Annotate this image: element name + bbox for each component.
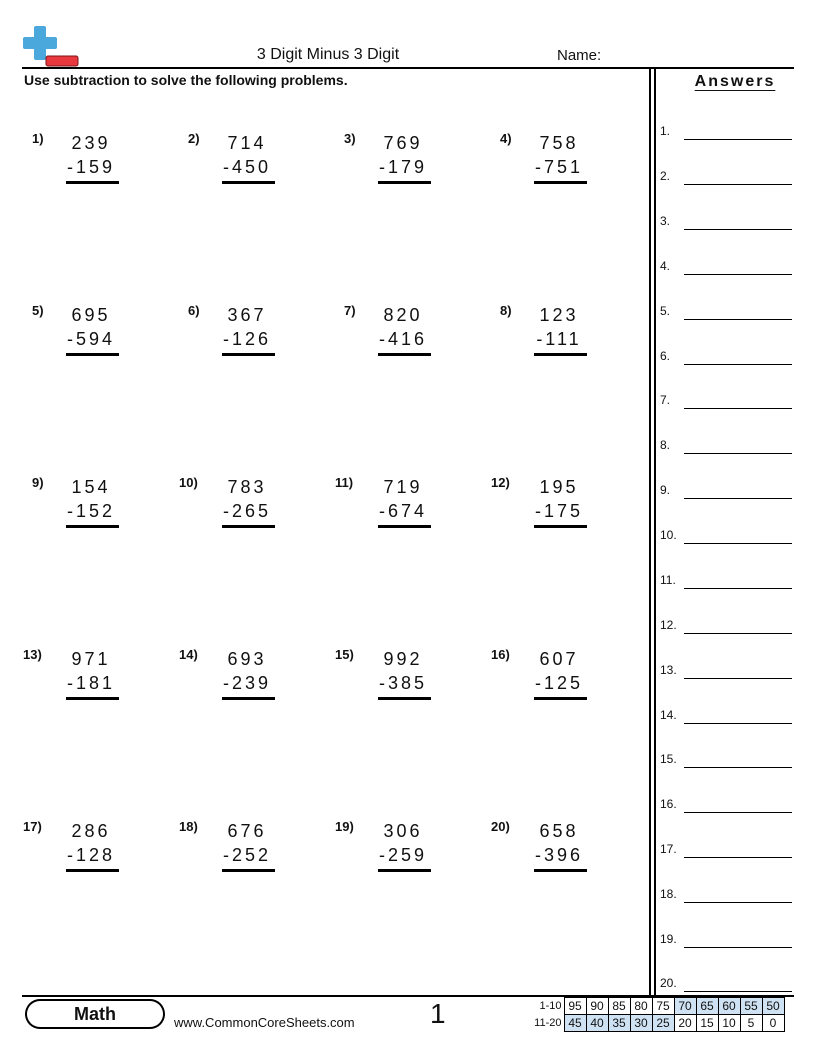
- score-cell: 60: [718, 998, 740, 1015]
- score-cell: 85: [608, 998, 630, 1015]
- minuend: 714: [227, 133, 267, 153]
- subtrahend: -179: [378, 157, 428, 177]
- answer-number: 10.: [660, 528, 677, 542]
- problem-number: 4): [500, 131, 512, 146]
- problem-number: 20): [491, 819, 510, 834]
- answer-number: 13.: [660, 663, 677, 677]
- problem: [32, 303, 152, 363]
- subtrahend: -450: [222, 157, 272, 177]
- answers-title: Answers: [694, 73, 776, 90]
- problem: [32, 475, 152, 535]
- minuend: 286: [71, 821, 111, 841]
- answer-number: 8.: [660, 438, 671, 452]
- answer-line: [684, 588, 792, 589]
- minuend: 239: [71, 133, 111, 153]
- answer-blank[interactable]: [660, 210, 792, 230]
- answer-number: 12.: [660, 618, 677, 632]
- answer-number: 4.: [660, 259, 671, 273]
- score-cell: 65: [696, 998, 718, 1015]
- subject-badge: [25, 999, 165, 1029]
- answer-line: [684, 319, 792, 320]
- problem: [335, 819, 455, 879]
- minuend: 658: [539, 821, 579, 841]
- problem: [500, 131, 620, 191]
- answer-blank[interactable]: [660, 838, 792, 858]
- answer-underline: [222, 353, 275, 356]
- answer-line: [684, 139, 792, 140]
- subtrahend: -751: [534, 157, 584, 177]
- answer-blank[interactable]: [660, 300, 792, 320]
- minuend: 195: [539, 477, 579, 497]
- problem-number: 3): [344, 131, 356, 146]
- answer-underline: [534, 869, 587, 872]
- problem: [179, 647, 299, 707]
- score-cell: 55: [740, 998, 762, 1015]
- divider-left: [649, 67, 651, 996]
- minuend: 719: [383, 477, 423, 497]
- answer-number: 14.: [660, 708, 677, 722]
- subtrahend: -674: [378, 501, 428, 521]
- answer-line: [684, 274, 792, 275]
- name-label: Name:: [557, 47, 602, 64]
- answer-line: [684, 902, 792, 903]
- problem-number: 12): [491, 475, 510, 490]
- answer-underline: [222, 181, 275, 184]
- problem: [344, 131, 464, 191]
- answer-line: [684, 453, 792, 454]
- score-cell: 90: [586, 998, 608, 1015]
- problem: [188, 131, 308, 191]
- score-cell: 0: [762, 1015, 784, 1032]
- minuend: 676: [227, 821, 267, 841]
- answer-blank[interactable]: [660, 345, 792, 365]
- score-cell: 45: [564, 1015, 586, 1032]
- site-url: www.CommonCoreSheets.com: [174, 1015, 355, 1030]
- minuend: 693: [227, 649, 267, 669]
- score-cell: 95: [564, 998, 586, 1015]
- answer-blank[interactable]: [660, 389, 792, 409]
- problem-number: 16): [491, 647, 510, 662]
- minuend: 695: [71, 305, 111, 325]
- subtrahend: -265: [222, 501, 272, 521]
- answer-blank[interactable]: [660, 524, 792, 544]
- problem-number: 15): [335, 647, 354, 662]
- answer-number: 7.: [660, 393, 671, 407]
- page-number: 1: [430, 998, 446, 1029]
- score-cell: 70: [674, 998, 696, 1015]
- subtrahend: -126: [222, 329, 272, 349]
- problem-number: 17): [23, 819, 42, 834]
- answer-blank[interactable]: [660, 883, 792, 903]
- subtrahend: -175: [534, 501, 584, 521]
- problem-number: 18): [179, 819, 198, 834]
- subtrahend: -239: [222, 673, 272, 693]
- minuend: 367: [227, 305, 267, 325]
- score-cell: 15: [696, 1015, 718, 1032]
- answer-blank[interactable]: [660, 748, 792, 768]
- answer-number: 18.: [660, 887, 677, 901]
- subtrahend: -159: [66, 157, 116, 177]
- worksheet-title: 3 Digit Minus 3 Digit: [256, 46, 400, 63]
- score-cell: 50: [762, 998, 784, 1015]
- minuend: 783: [227, 477, 267, 497]
- score-cell: 30: [630, 1015, 652, 1032]
- problem-number: 7): [344, 303, 356, 318]
- subtrahend: -259: [378, 845, 428, 865]
- answer-line: [684, 543, 792, 544]
- subtrahend: -594: [66, 329, 116, 349]
- answer-line: [684, 857, 792, 858]
- problem: [491, 819, 611, 879]
- answer-number: 5.: [660, 304, 671, 318]
- answer-blank[interactable]: [660, 165, 792, 185]
- answer-underline: [222, 869, 275, 872]
- answer-number: 1.: [660, 124, 671, 138]
- subtrahend: -111: [536, 329, 582, 349]
- answer-underline: [66, 353, 119, 356]
- answer-underline: [378, 525, 431, 528]
- answer-number: 9.: [660, 483, 671, 497]
- problem-number: 5): [32, 303, 44, 318]
- answer-underline: [66, 181, 119, 184]
- minuend: 123: [539, 305, 579, 325]
- divider-right: [654, 67, 656, 996]
- problem-number: 13): [23, 647, 42, 662]
- minuend: 758: [539, 133, 579, 153]
- answer-line: [684, 767, 792, 768]
- answer-line: [684, 184, 792, 185]
- answer-line: [684, 364, 792, 365]
- answer-blank[interactable]: [660, 569, 792, 589]
- problem: [491, 475, 611, 535]
- answer-blank[interactable]: [660, 434, 792, 454]
- score-cell: 25: [652, 1015, 674, 1032]
- answer-blank[interactable]: [660, 479, 792, 499]
- answer-line: [684, 991, 792, 992]
- score-range-label: 11-20: [534, 1017, 562, 1029]
- answer-underline: [534, 697, 587, 700]
- problem-number: 6): [188, 303, 200, 318]
- answer-line: [684, 498, 792, 499]
- problem-number: 19): [335, 819, 354, 834]
- subtrahend: -416: [378, 329, 428, 349]
- header-rule: [22, 67, 794, 69]
- answer-line: [684, 947, 792, 948]
- answer-underline: [534, 525, 587, 528]
- answer-number: 19.: [660, 932, 677, 946]
- score-cell: 10: [718, 1015, 740, 1032]
- minuend: 154: [71, 477, 111, 497]
- problem: [179, 475, 299, 535]
- answer-number: 3.: [660, 214, 671, 228]
- answer-line: [684, 678, 792, 679]
- score-cell: 20: [674, 1015, 696, 1032]
- score-table: [528, 997, 785, 1032]
- answer-underline: [378, 353, 431, 356]
- answer-blank[interactable]: [660, 120, 792, 140]
- answer-blank[interactable]: [660, 793, 792, 813]
- answer-underline: [66, 697, 119, 700]
- minuend: 971: [71, 649, 111, 669]
- instructions: Use subtraction to solve the following problems.: [24, 72, 348, 88]
- problem-number: 8): [500, 303, 512, 318]
- score-cell: 5: [740, 1015, 762, 1032]
- answer-underline: [534, 353, 587, 356]
- problem: [32, 131, 152, 191]
- answer-underline: [222, 697, 275, 700]
- answer-underline: [222, 525, 275, 528]
- problem-number: 2): [188, 131, 200, 146]
- answer-number: 6.: [660, 349, 671, 363]
- problem: [23, 647, 143, 707]
- answer-number: 17.: [660, 842, 677, 856]
- answer-line: [684, 812, 792, 813]
- problem: [179, 819, 299, 879]
- answer-number: 16.: [660, 797, 677, 811]
- answer-underline: [378, 869, 431, 872]
- problem: [344, 303, 464, 363]
- subtrahend: -252: [222, 845, 272, 865]
- score-row: [528, 1015, 784, 1032]
- subtrahend: -396: [534, 845, 584, 865]
- subject-label: Math: [27, 1001, 163, 1027]
- minuend: 607: [539, 649, 579, 669]
- answer-number: 15.: [660, 752, 677, 766]
- answer-blank[interactable]: [660, 255, 792, 275]
- answer-line: [684, 633, 792, 634]
- problem-number: 11): [335, 475, 354, 490]
- subtrahend: -152: [66, 501, 116, 521]
- problem: [335, 647, 455, 707]
- answer-underline: [66, 869, 119, 872]
- problem: [188, 303, 308, 363]
- problem-number: 14): [179, 647, 198, 662]
- problem: [491, 647, 611, 707]
- minuend: 820: [383, 305, 423, 325]
- problem-number: 10): [179, 475, 198, 490]
- problem: [23, 819, 143, 879]
- problem-number: 1): [32, 131, 44, 146]
- answer-line: [684, 229, 792, 230]
- score-range-label: 1-10: [539, 1000, 562, 1012]
- answer-blank[interactable]: [660, 614, 792, 634]
- problem-number: 9): [32, 475, 44, 490]
- answer-underline: [378, 181, 431, 184]
- answer-number: 2.: [660, 169, 671, 183]
- subtrahend: -128: [66, 845, 116, 865]
- answer-underline: [378, 697, 431, 700]
- answer-number: 11.: [660, 573, 676, 587]
- answer-line: [684, 723, 792, 724]
- problem: [335, 475, 455, 535]
- score-cell: 75: [652, 998, 674, 1015]
- answer-blank[interactable]: [660, 928, 792, 948]
- problem: [500, 303, 620, 363]
- subtrahend: -125: [534, 673, 584, 693]
- answer-blank[interactable]: [660, 659, 792, 679]
- score-cell: 35: [608, 1015, 630, 1032]
- score-row: [528, 998, 784, 1015]
- minuend: 992: [383, 649, 423, 669]
- answer-number: 20.: [660, 976, 677, 990]
- answer-underline: [66, 525, 119, 528]
- answer-line: [684, 408, 792, 409]
- answer-blank[interactable]: [660, 972, 792, 992]
- minuend: 306: [383, 821, 423, 841]
- subtrahend: -385: [378, 673, 428, 693]
- subtrahend: -181: [66, 673, 116, 693]
- score-cell: 80: [630, 998, 652, 1015]
- score-cell: 40: [586, 1015, 608, 1032]
- minuend: 769: [383, 133, 423, 153]
- answer-underline: [534, 181, 587, 184]
- answer-blank[interactable]: [660, 704, 792, 724]
